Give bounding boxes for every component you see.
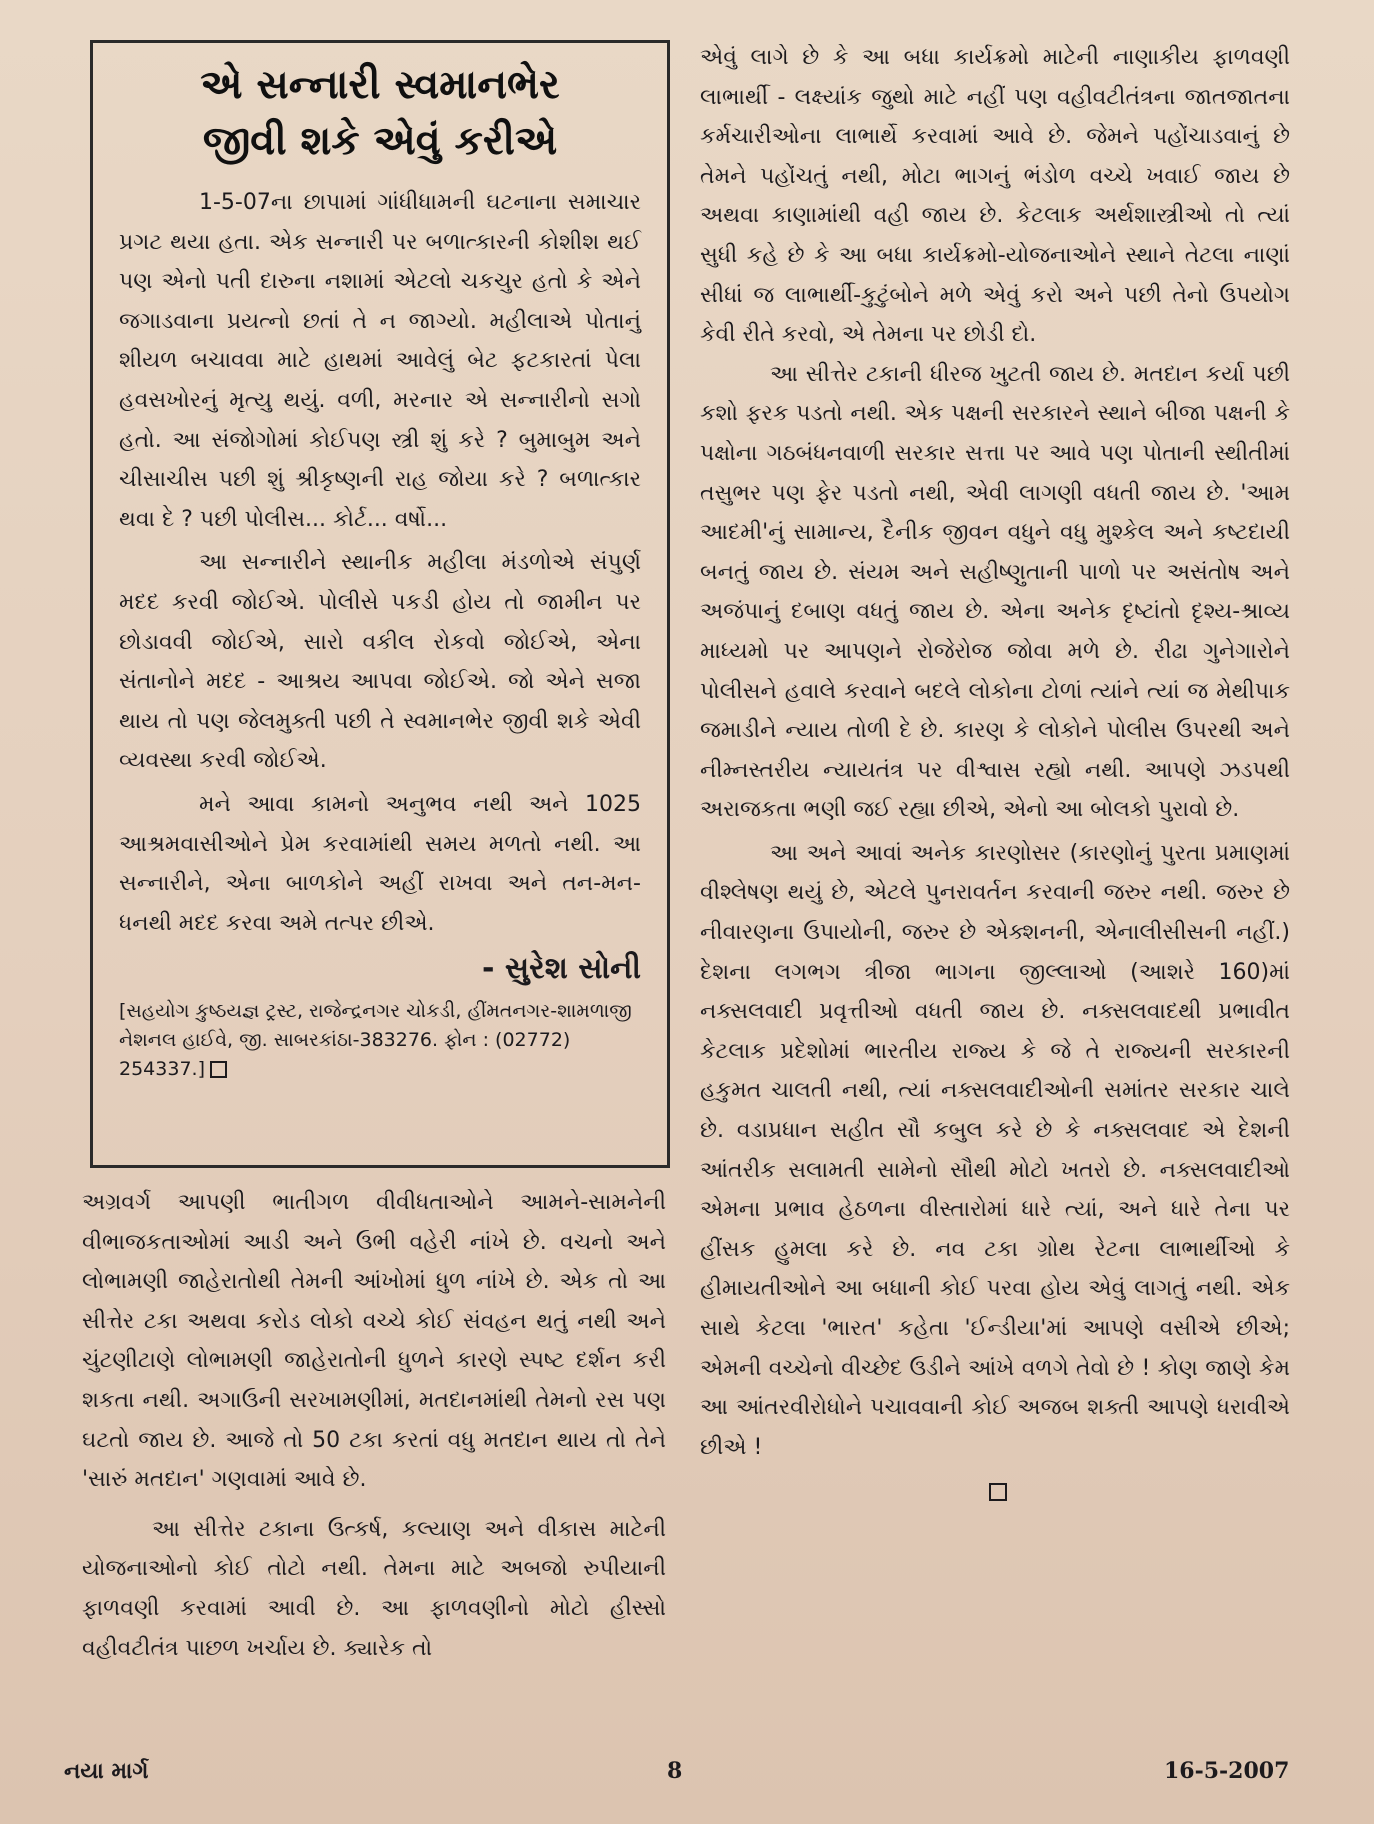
box-title-line-1: એ સન્નારી સ્વમાનભેર (200, 62, 560, 108)
box-paragraph-1: 1-5-07ના છાપામાં ગાંધીધામની ઘટનાના સમાચાર પ્રગટ થયા હતા. એક સન્નારી પર બળાત્કારની કોશીશ થઈ પણ એનો પતી દારુના નશામાં એટલો ચકચુર હતો કે એને જગાડવાના પ્રયત્નો છતાં તે ન જાગ્યો. મહીલાએ પોતાનું શીયળ બચાવવા માટે હાથમાં આવેલું બેટ ફટકારતાં પેલા હવસખોરનું મૃત્યુ થયું. વળી, મરનાર એ સન્નારીનો સગો હતો. આ સંજોગોમાં કોઈપણ સ્ત્રી શું કરે ? બુમાબુમ અને ચીસાચીસ પછી શું શ્રીકૃષ્ણની રાહ જોયા કરે ? બળાત્કાર થવા દે ? પછી પોલીસ... કોર્ટ... વર્ષો... (119, 190, 641, 532)
box-address-text: [સહયોગ કુષ્ઠયજ્ઞ ટ્રસ્ટ, રાજેન્દ્રનગર ચોકડી, હીંમતનગર-શામળાજી નેશનલ હાઈવે, જી. સાબરકાંઠા-383276. ફોન : (02772) 254337.] (119, 1000, 632, 1081)
left-paragraph-2: આ સીત્તેર ટકાના ઉત્કર્ષ, કલ્યાણ અને વીકાસ માટેની યોજનાઓનો કોઈ તોટો નથી. તેમના માટે અબજો રુપીયાની ફાળવણી કરવામાં આવી છે. આ ફાળવણીનો મોટો હીસ્સો વહીવટીતંત્ર પાછળ ખર્ચાય છે. ક્યારેક તો (82, 1516, 666, 1661)
right-column (700, 38, 1290, 1501)
right-paragraph-2: આ સીત્તેર ટકાની ધીરજ ખુટતી જાય છે. મતદાન કર્યા પછી કશો ફરક પડતો નથી. એક પક્ષની સરકારને સ્થાને બીજા પક્ષની કે પક્ષોના ગઠબંધનવાળી સરકાર સત્તા પર આવે પણ પોતાની સ્થીતીમાં તસુભર પણ ફેર પડતો નથી, એવી લાગણી વધતી જાય છે. 'આમ આદમી'નું સામાન્ય, દૈનીક જીવન વધુને વધુ મુશ્કેલ અને કષ્ટદાયી બનતું જાય છે. સંયમ અને સહીષ્ણુતાની પાળો પર અસંતોષ અને અજંપાનું દબાણ વધતું જાય છે. એના અનેક દૃષ્ટાંતો દૃશ્ય-શ્રાવ્ય માધ્યમો પર આપણને રોજેરોજ જોવા મળે છે. રીઢા ગુનેગારોને પોલીસને હવાલે કરવાને બદલે લોકોના ટોળાં ત્યાંને ત્યાં જ મેથીપાક જમાડીને ન્યાય તોળી દે છે. કારણ કે લોકોને પોલીસ ઉપરથી અને નીમ્નસ્તરીય ન્યાયતંત્ર પર વીશ્વાસ રહ્યો નથી. આપણે ઝડપથી અરાજકતા ભણી જઈ રહ્યા છીએ, એનો આ બોલકો પુરાવો છે. (700, 361, 1290, 823)
article-end (700, 1481, 1290, 1501)
left-paragraph-1: અગ્રવર્ગ આપણી ભાતીગળ વીવીધતાઓને આમને-સામનેની વીભાજકતાઓમાં આડી અને ઉભી વહેરી નાંખે છે. વચનો અને લોભામણી જાહેરાતોથી તેમની આંખોમાં ધુળ નાંખે છે. એક તો આ સીત્તેર ટકા અથવા કરોડ લોકો વચ્ચે કોઈ સંવહન થતું નથી અને ચુંટણીટાણે લોભામણી જાહેરાતોની ધુળને કારણે સ્પષ્ટ દર્શન કરી શકતા નથી. અગાઉની સરખામણીમાં, મતદાનમાંથી તેમનો રસ પણ ઘટતો જાય છે. આજે તો 50 ટકા કરતાં વધુ મતદાન થાય તો તેને 'સારું મતદાન' ગણવામાં આવે છે. (82, 1190, 666, 1493)
page-footer (0, 1758, 1374, 1798)
publication-name: નયા માર્ગ (64, 1758, 149, 1784)
box-title-line-2: જીવી શકે એવું કરીએ (202, 118, 558, 164)
right-paragraph-1: એવું લાગે છે કે આ બધા કાર્યક્રમો માટેની નાણાકીય ફાળવણી લાભાર્થી - લક્ષ્યાંક જુથો માટે નહીં પણ વહીવટીતંત્રના જાતજાતના કર્મચારીઓના લાભાર્થે કરવામાં આવે છે. જેમને પહોંચાડવાનું છે તેમને પહોંચતું નથી, મોટા ભાગનું ભંડોળ વચ્ચે ખવાઈ જાય છે અથવા કાણામાંથી વહી જાય છે. કેટલાક અર્થશાસ્ત્રીઓ તો ત્યાં સુધી કહે છે કે આ બધા કાર્યક્રમો-યોજનાઓને સ્થાને તેટલા નાણાં સીધાં જ લાભાર્થી-કુટુંબોને મળે એવું કરો અને પછી તેનો ઉપયોગ કેવી રીતે કરવો, એ તેમના પર છોડી દો. (700, 45, 1290, 348)
box-article-title (119, 57, 641, 169)
end-mark-icon (989, 1483, 1007, 1501)
boxed-article (90, 40, 670, 1168)
box-address (119, 997, 641, 1084)
box-author: - સુરેશ સોની (481, 951, 641, 987)
box-paragraph-3: મને આવા કામનો અનુભવ નથી અને 1025 આશ્રમવાસીઓને પ્રેમ કરવામાંથી સમય મળતો નથી. આ સન્નારીને, એના બાળકોને અહીં રાખવા અને તન-મન-ધનથી મદદ કરવા અમે તત્પર છીએ. (119, 791, 641, 936)
page-number: 8 (667, 1758, 683, 1784)
end-mark-icon (210, 1061, 227, 1078)
issue-date: 16-5-2007 (1164, 1758, 1290, 1784)
right-paragraph-3: આ અને આવાં અનેક કારણોસર (કારણોનું પુરતા પ્રમાણમાં વીશ્લેષણ થયું છે, એટલે પુનરાવર્તન કરવાની જરુર નથી. જરુર છે નીવારણના ઉપાયોની, જરુર છે એક્શનની, એનાલીસીસની નહીં.) દેશના લગભગ ત્રીજા ભાગના જીલ્લાઓ (આશરે 160)માં નક્સલવાદી પ્રવૃત્તીઓ વધતી જાય છે. નક્સલવાદથી પ્રભાવીત કેટલાક પ્રદેશોમાં ભારતીય રાજ્ય કે જે તે રાજ્યની સરકારની હકુમત ચાલતી નથી, ત્યાં નક્સલવાદીઓની સમાંતર સરકાર ચાલે છે. વડાપ્રધાન સહીત સૌ કબુલ કરે છે કે નક્સલવાદ એ દેશની આંતરીક સલામતી સામેનો સૌથી મોટો ખતરો છે. નક્સલવાદીઓ એમના પ્રભાવ હેઠળના વીસ્તારોમાં ધારે ત્યાં, અને ધારે તેના પર હીંસક હુમલા કરે છે. નવ ટકા ગ્રોથ રેટના લાભાર્થીઓ કે હીમાયતીઓને આ બધાની કોઈ પરવા હોય એવું લાગતું નથી. એક સાથે કેટલા 'ભારત' કહેતા 'ઈન્ડીયા'માં આપણે વસીએ છીએ; એમની વચ્ચેનો વીચ્છેદ ઉડીને આંખે વળગે તેવો છે ! કોણ જાણે કેમ આ આંતરવીરોધોને પચાવવાની કોઈ અજબ શક્તી આપણે ધરાવીએ છીએ ! (700, 840, 1290, 1460)
box-article-body (119, 183, 641, 943)
left-column (82, 1183, 666, 1678)
box-paragraph-2: આ સન્નારીને સ્થાનીક મહીલા મંડળોએ સંપુર્ણ મદદ કરવી જોઈએ. પોલીસે પકડી હોય તો જામીન પર છોડાવવી જોઈએ, સારો વકીલ રોકવો જોઈએ, એના સંતાનોને મદદ - આશ્રય આપવા જોઈએ. જો એને સજા થાય તો પણ જેલમુક્તી પછી તે સ્વમાનભેર જીવી શકે એવી વ્યવસ્થા કરવી જોઈએ. (119, 550, 641, 774)
